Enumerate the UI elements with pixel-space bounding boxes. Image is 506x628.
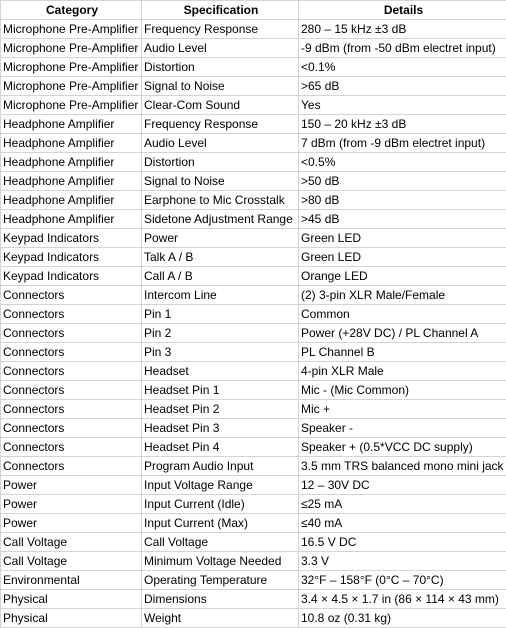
cell-details: -9 dBm (from -50 dBm electret input): [299, 39, 506, 58]
table-row: [1, 96, 506, 115]
cell-category: Microphone Pre-Amplifier: [1, 20, 142, 39]
cell-specification: Weight: [142, 609, 299, 628]
cell-specification: Clear-Com Sound: [142, 96, 299, 115]
header-category: Category: [1, 1, 142, 20]
table-row: [1, 571, 506, 590]
table-row: [1, 210, 506, 229]
cell-specification: Headset: [142, 362, 299, 381]
cell-details: ≤40 mA: [299, 514, 506, 533]
cell-details: PL Channel B: [299, 343, 506, 362]
cell-details: >45 dB: [299, 210, 506, 229]
cell-details: 7 dBm (from -9 dBm electret input): [299, 134, 506, 153]
cell-category: Power: [1, 514, 142, 533]
cell-category: Headphone Amplifier: [1, 210, 142, 229]
table-row: [1, 533, 506, 552]
table-row: [1, 400, 506, 419]
table-row: [1, 438, 506, 457]
table-row: [1, 77, 506, 96]
cell-category: Keypad Indicators: [1, 248, 142, 267]
cell-specification: Input Current (Max): [142, 514, 299, 533]
cell-category: Connectors: [1, 286, 142, 305]
cell-specification: Pin 1: [142, 305, 299, 324]
cell-details: 3.3 V: [299, 552, 506, 571]
cell-category: Connectors: [1, 305, 142, 324]
table-row: [1, 476, 506, 495]
cell-specification: Frequency Response: [142, 20, 299, 39]
table-row: [1, 343, 506, 362]
cell-details: (2) 3-pin XLR Male/Female: [299, 286, 506, 305]
cell-specification: Input Current (Idle): [142, 495, 299, 514]
table-row: [1, 552, 506, 571]
cell-specification: Audio Level: [142, 134, 299, 153]
cell-category: Connectors: [1, 343, 142, 362]
table-row: [1, 172, 506, 191]
cell-details: <0.5%: [299, 153, 506, 172]
cell-details: >50 dB: [299, 172, 506, 191]
cell-specification: Program Audio Input: [142, 457, 299, 476]
cell-specification: Sidetone Adjustment Range: [142, 210, 299, 229]
cell-category: Call Voltage: [1, 533, 142, 552]
cell-details: 3.5 mm TRS balanced mono mini jack: [299, 457, 506, 476]
table-body: [1, 20, 506, 628]
cell-category: Connectors: [1, 457, 142, 476]
table-header: [1, 1, 506, 20]
cell-category: Keypad Indicators: [1, 267, 142, 286]
table-row: [1, 457, 506, 476]
cell-details: 32°F – 158°F (0°C – 70°C): [299, 571, 506, 590]
cell-details: Yes: [299, 96, 506, 115]
cell-specification: Input Voltage Range: [142, 476, 299, 495]
cell-details: 3.4 × 4.5 × 1.7 in (86 × 114 × 43 mm): [299, 590, 506, 609]
header-row: [1, 1, 506, 20]
cell-category: Power: [1, 476, 142, 495]
table-row: [1, 495, 506, 514]
cell-category: Power: [1, 495, 142, 514]
cell-details: 4-pin XLR Male: [299, 362, 506, 381]
table-row: [1, 419, 506, 438]
cell-details: ≤25 mA: [299, 495, 506, 514]
cell-details: Mic +: [299, 400, 506, 419]
cell-details: Mic - (Mic Common): [299, 381, 506, 400]
cell-specification: Signal to Noise: [142, 77, 299, 96]
table-row: [1, 324, 506, 343]
cell-category: Headphone Amplifier: [1, 191, 142, 210]
cell-details: Green LED: [299, 229, 506, 248]
cell-category: Headphone Amplifier: [1, 115, 142, 134]
cell-specification: Talk A / B: [142, 248, 299, 267]
cell-specification: Operating Temperature: [142, 571, 299, 590]
cell-details: 280 – 15 kHz ±3 dB: [299, 20, 506, 39]
table-row: [1, 362, 506, 381]
cell-specification: Power: [142, 229, 299, 248]
table-row: [1, 381, 506, 400]
cell-specification: Call A / B: [142, 267, 299, 286]
cell-details: Power (+28V DC) / PL Channel A: [299, 324, 506, 343]
cell-category: Headphone Amplifier: [1, 172, 142, 191]
cell-details: Orange LED: [299, 267, 506, 286]
cell-specification: Minimum Voltage Needed: [142, 552, 299, 571]
cell-category: Connectors: [1, 400, 142, 419]
cell-category: Call Voltage: [1, 552, 142, 571]
cell-category: Environmental: [1, 571, 142, 590]
cell-specification: Dimensions: [142, 590, 299, 609]
cell-specification: Headset Pin 4: [142, 438, 299, 457]
cell-category: Microphone Pre-Amplifier: [1, 96, 142, 115]
cell-specification: Signal to Noise: [142, 172, 299, 191]
cell-specification: Distortion: [142, 153, 299, 172]
cell-details: 10.8 oz (0.31 kg): [299, 609, 506, 628]
cell-details: Speaker -: [299, 419, 506, 438]
cell-specification: Earphone to Mic Crosstalk: [142, 191, 299, 210]
cell-specification: Headset Pin 2: [142, 400, 299, 419]
cell-details: <0.1%: [299, 58, 506, 77]
cell-details: Speaker + (0.5*VCC DC supply): [299, 438, 506, 457]
cell-details: 12 – 30V DC: [299, 476, 506, 495]
cell-specification: Headset Pin 3: [142, 419, 299, 438]
table-row: [1, 39, 506, 58]
cell-details: Common: [299, 305, 506, 324]
cell-category: Physical: [1, 609, 142, 628]
cell-specification: Frequency Response: [142, 115, 299, 134]
cell-category: Physical: [1, 590, 142, 609]
table-row: [1, 286, 506, 305]
cell-specification: Intercom Line: [142, 286, 299, 305]
table-row: [1, 590, 506, 609]
table-row: [1, 153, 506, 172]
table-row: [1, 229, 506, 248]
cell-specification: Pin 2: [142, 324, 299, 343]
cell-details: 150 – 20 kHz ±3 dB: [299, 115, 506, 134]
cell-category: Connectors: [1, 438, 142, 457]
cell-details: Green LED: [299, 248, 506, 267]
table-row: [1, 267, 506, 286]
cell-category: Headphone Amplifier: [1, 153, 142, 172]
header-details: Details: [299, 1, 506, 20]
table-row: [1, 134, 506, 153]
cell-category: Microphone Pre-Amplifier: [1, 58, 142, 77]
cell-specification: Distortion: [142, 58, 299, 77]
cell-details: >65 dB: [299, 77, 506, 96]
table-row: [1, 115, 506, 134]
cell-details: 16.5 V DC: [299, 533, 506, 552]
cell-specification: Audio Level: [142, 39, 299, 58]
table-row: [1, 305, 506, 324]
cell-category: Connectors: [1, 419, 142, 438]
cell-details: >80 dB: [299, 191, 506, 210]
table-row: [1, 58, 506, 77]
table-row: [1, 191, 506, 210]
cell-specification: Call Voltage: [142, 533, 299, 552]
table-row: [1, 20, 506, 39]
cell-category: Microphone Pre-Amplifier: [1, 39, 142, 58]
cell-category: Connectors: [1, 381, 142, 400]
table-row: [1, 248, 506, 267]
cell-specification: Headset Pin 1: [142, 381, 299, 400]
header-specification: Specification: [142, 1, 299, 20]
cell-category: Connectors: [1, 362, 142, 381]
cell-category: Connectors: [1, 324, 142, 343]
cell-category: Microphone Pre-Amplifier: [1, 77, 142, 96]
table-row: [1, 609, 506, 628]
cell-category: Headphone Amplifier: [1, 134, 142, 153]
cell-category: Keypad Indicators: [1, 229, 142, 248]
table-row: [1, 514, 506, 533]
cell-specification: Pin 3: [142, 343, 299, 362]
